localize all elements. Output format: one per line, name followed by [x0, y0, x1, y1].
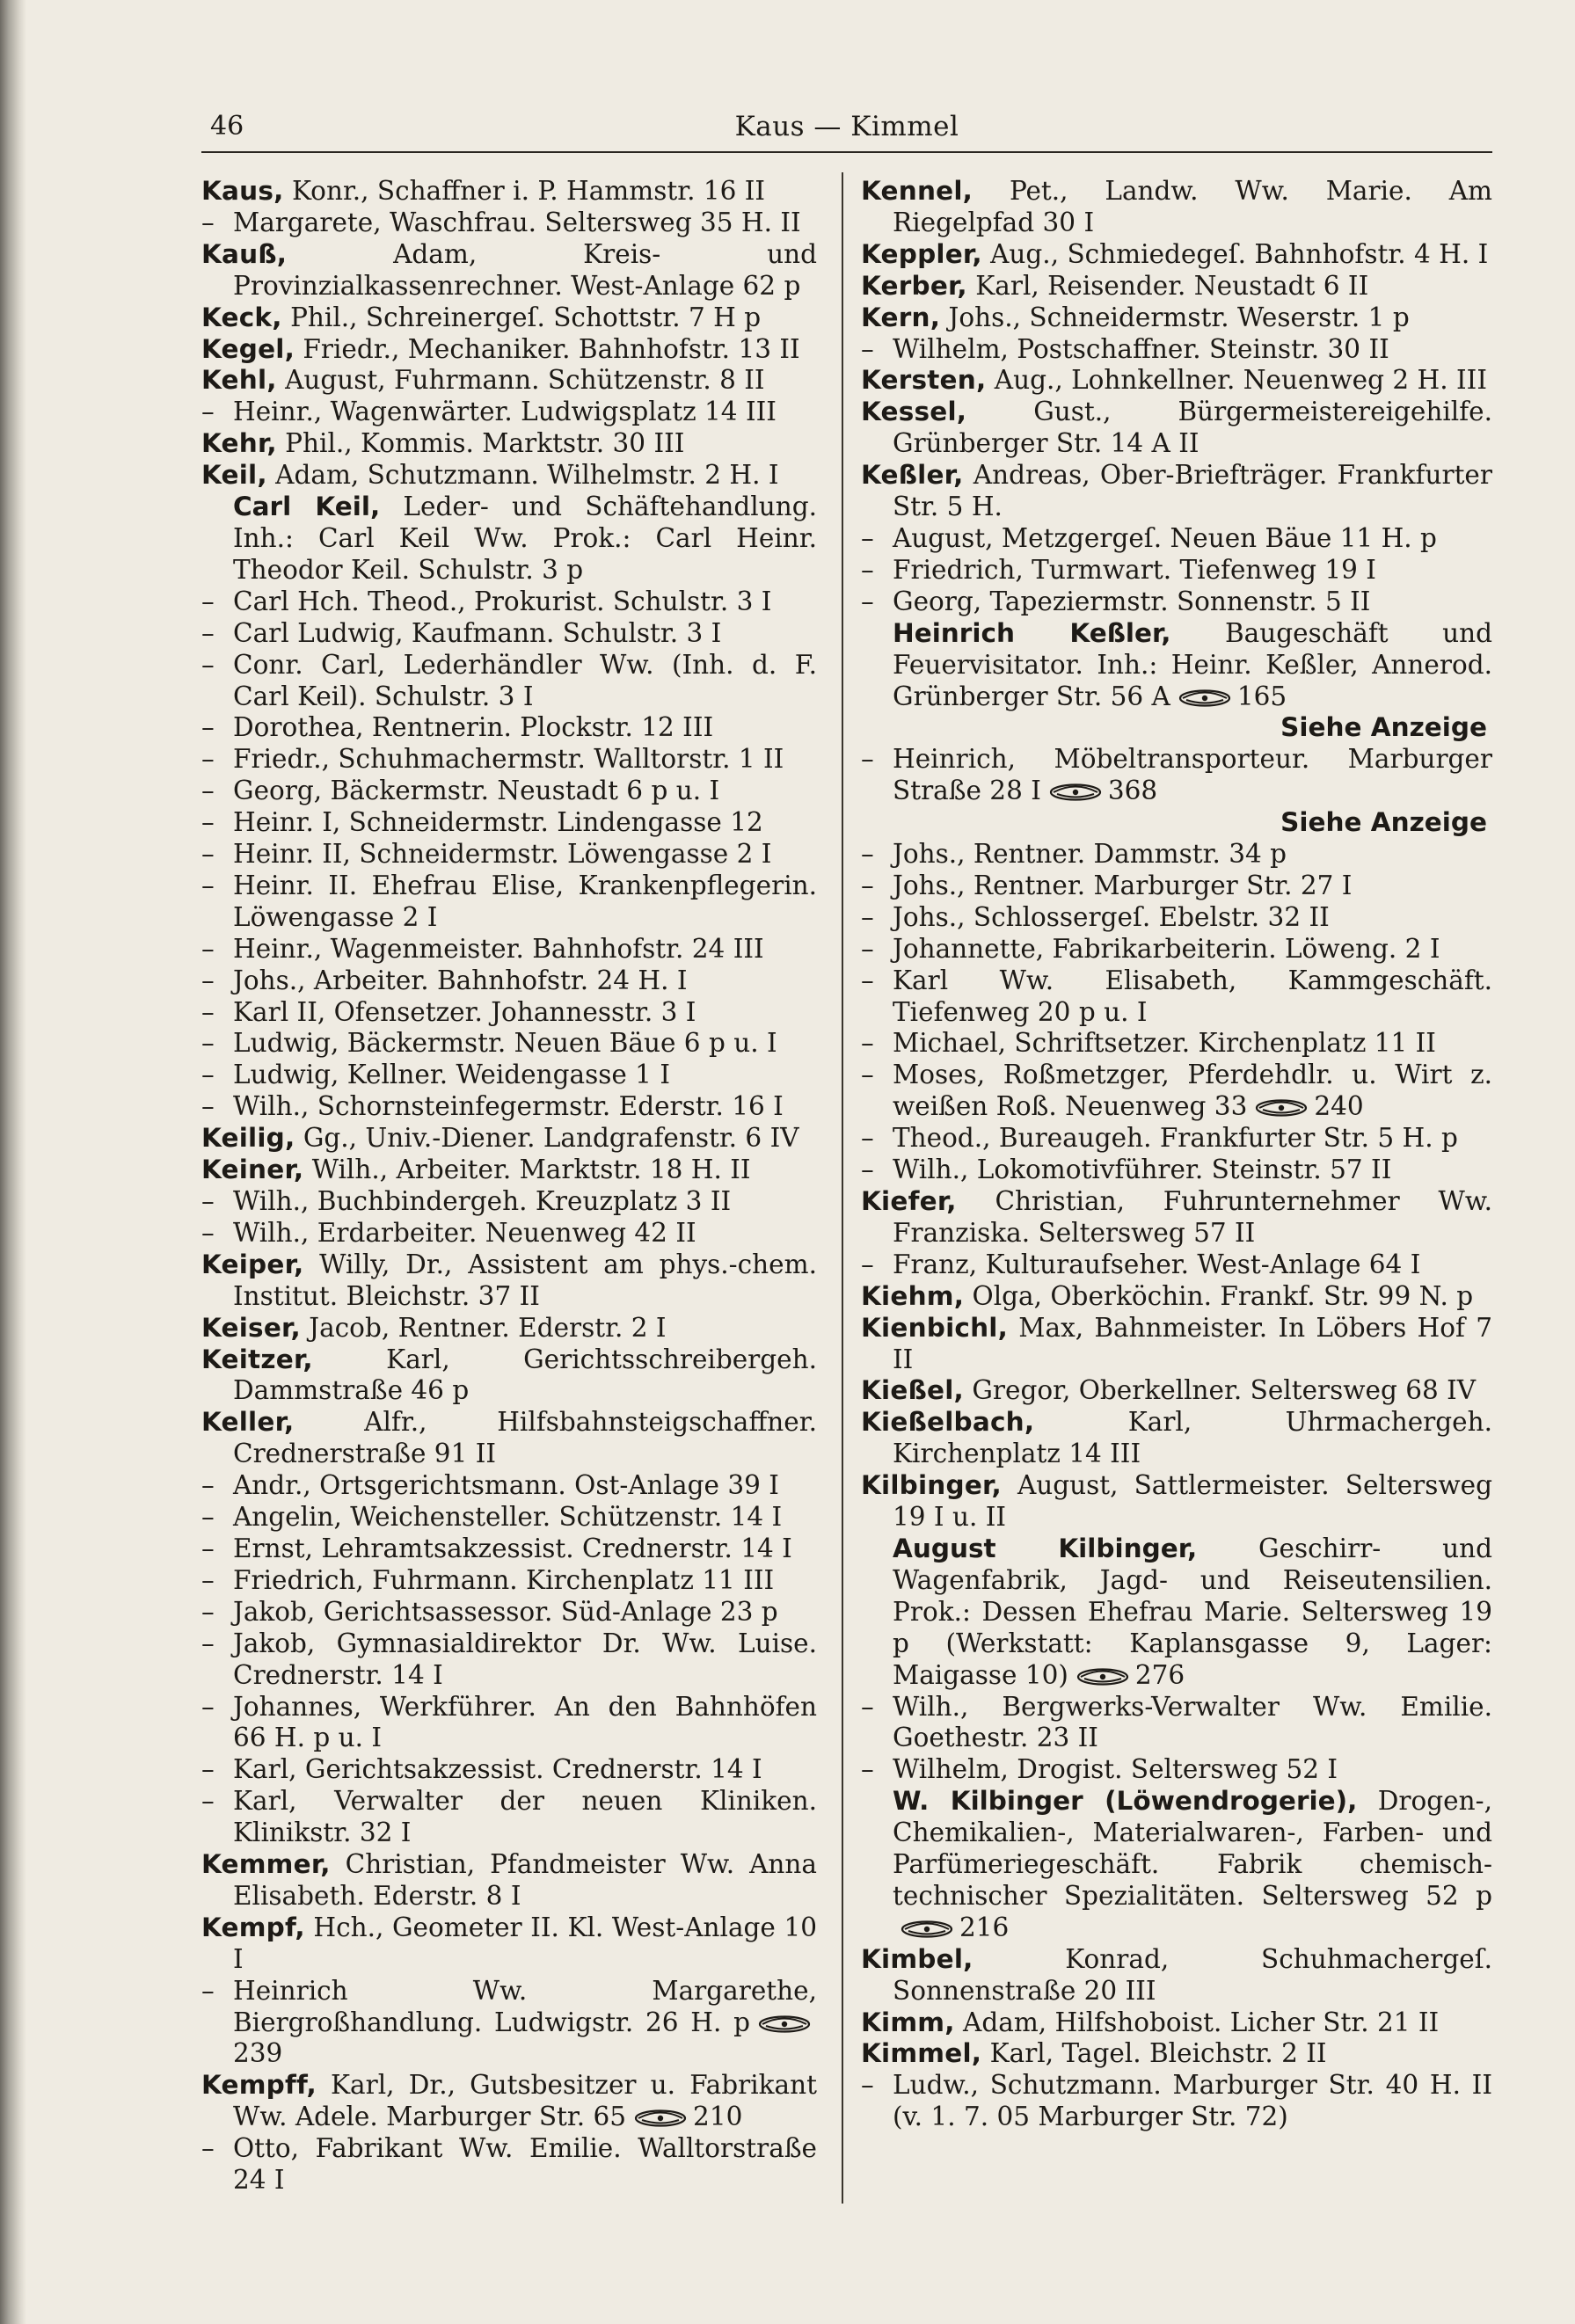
directory-entry	[201, 365, 817, 397]
see-advertisement-note: Siehe Anzeige	[1280, 712, 1487, 743]
entry-surname: Kehl,	[201, 365, 277, 396]
continuation-dash: –	[201, 712, 215, 743]
phone-number: 165	[1236, 681, 1287, 711]
entry-details: Jakob, Gerichtsassessor. Süd-Anlage 23 p	[233, 1596, 778, 1627]
directory-entry	[861, 2007, 1492, 2039]
directory-entry	[201, 1912, 817, 1976]
directory-entry	[201, 1155, 817, 1186]
entry-details: Andreas, Ober-Briefträger. Frankfurter Str. 5 H.	[893, 460, 1492, 522]
entry-details: Geschirr- und Wagenfabrik, Jagd- und Reiseutensilien. Prok.: Dessen Ehefrau Marie. Seltersweg 19 p (Werkstatt: Kaplansgasse 9, Lager: Maigasse 10)	[893, 1533, 1492, 1690]
entry-details: Johannette, Fabrikarbeiterin. Löweng. 2 I	[893, 933, 1440, 964]
entry-surname: Kemmer,	[201, 1849, 331, 1880]
entry-details: Friedr., Schuhmachermstr. Walltorstr. 1 II	[233, 744, 784, 775]
entry-details: Leder- und Schäftehandlung. Inh.: Carl Keil Ww. Prok.: Carl Heinr. Theodor Keil. Schulstr. 3 p	[233, 492, 817, 585]
entry-details: Theod., Bureaugeh. Frankfurter Str. 5 H. p	[893, 1123, 1458, 1154]
entry-details: Ludw., Schutzmann. Marburger Str. 40 H. II (v. 1. 7. 05 Marburger Str. 72)	[893, 2070, 1492, 2132]
continuation-dash: –	[861, 1155, 874, 1185]
entry-details: Angelin, Weichensteller. Schützenstr. 14 I	[233, 1502, 783, 1533]
running-head: Kaus — Kimmel	[734, 111, 959, 142]
entry-surname: Keßler,	[861, 460, 964, 491]
continuation-dash: –	[861, 554, 874, 585]
column-divider	[842, 172, 843, 2204]
entry-details: Johs., Arbeiter. Bahnhofstr. 24 H. I	[233, 965, 688, 995]
directory-entry	[201, 1028, 817, 1060]
continuation-dash: –	[201, 2133, 215, 2164]
continuation-dash: –	[201, 776, 215, 806]
directory-entry	[861, 271, 1492, 302]
firm-name: W. Kilbinger (Löwendrogerie),	[893, 1786, 1358, 1817]
continuation-dash: –	[201, 397, 215, 427]
directory-entry	[861, 1534, 1492, 1692]
directory-entry	[201, 1534, 817, 1565]
entry-details: Wilh., Lokomotivführer. Steinstr. 57 II	[893, 1155, 1392, 1185]
entry-details: Wilh., Erdarbeiter. Neuenweg 42 II	[233, 1217, 696, 1248]
directory-entry	[201, 1786, 817, 1849]
see-advertisement-note: Siehe Anzeige	[1280, 807, 1487, 838]
continuation-dash: –	[201, 933, 215, 964]
entry-details: Johs., Rentner. Marburger Str. 27 I	[893, 870, 1353, 900]
entry-details: Christian, Fuhrunternehmer Ww. Franziska. Seltersweg 57 II	[893, 1186, 1492, 1248]
firm-name: Carl Keil,	[233, 492, 381, 522]
continuation-dash: –	[201, 870, 215, 900]
entry-details: Moses, Roßmetzger, Pferdehdlr. u. Wirt z. weißen Roß. Neuenweg 33	[893, 1060, 1492, 1122]
page-number: 46	[210, 111, 244, 142]
continuation-dash: –	[861, 965, 874, 995]
entry-details: Friedrich, Fuhrmann. Kirchenplatz 11 III	[233, 1564, 775, 1595]
entry-details: Karl, Tagel. Bleichstr. 2 II	[989, 2038, 1327, 2069]
page-header	[201, 98, 1492, 153]
entry-details: Heinrich, Möbeltransporteur. Marburger Straße 28 I	[893, 744, 1492, 806]
directory-entry	[861, 1123, 1492, 1155]
entry-details: Karl, Reisender. Neustadt 6 II	[975, 270, 1369, 301]
entry-surname: Keppler,	[861, 238, 982, 269]
continuation-dash: –	[861, 1028, 874, 1059]
entry-details: Hch., Geometer II. Kl. West-Anlage 10 I	[233, 1912, 817, 1974]
continuation-dash: –	[201, 207, 215, 237]
directory-entry	[201, 1123, 817, 1155]
phone-number: 276	[1134, 1659, 1185, 1690]
directory-entry	[861, 2070, 1492, 2133]
continuation-dash: –	[861, 1691, 874, 1722]
entry-details: Johannes, Werkführer. An den Bahnhöfen 66 H. p u. I	[233, 1691, 817, 1753]
continuation-dash: –	[201, 586, 215, 616]
directory-entry	[201, 712, 817, 744]
telephone-icon	[1048, 783, 1103, 802]
continuation-dash: –	[201, 1186, 215, 1216]
directory-entry	[201, 460, 817, 492]
directory-entry	[201, 839, 817, 871]
entry-details: Karl II, Ofensetzer. Johannesstr. 3 I	[233, 996, 696, 1027]
directory-entry	[861, 365, 1492, 397]
entry-surname: Kersten,	[861, 365, 987, 396]
directory-entry	[861, 965, 1492, 1029]
directory-entry	[861, 744, 1492, 807]
directory-entry	[201, 1976, 817, 2071]
entry-surname: Kilbinger,	[861, 1470, 1002, 1501]
entry-details: Andr., Ortsgerichtsmann. Ost-Anlage 39 I	[233, 1470, 779, 1501]
directory-entry	[861, 460, 1492, 523]
directory-entry	[201, 1470, 817, 1502]
continuation-dash: –	[861, 522, 874, 553]
continuation-dash: –	[861, 870, 874, 900]
continuation-dash: –	[861, 744, 874, 775]
directory-entry	[861, 1692, 1492, 1755]
entry-details: Wilh., Schornsteinfegermstr. Ederstr. 16 I	[233, 1091, 784, 1122]
continuation-dash: –	[861, 839, 874, 870]
directory-entry	[201, 1849, 817, 1912]
continuation-dash: –	[201, 1975, 215, 2006]
entry-details: Wilhelm, Drogist. Seltersweg 52 I	[893, 1754, 1338, 1785]
entry-details: Michael, Schriftsetzer. Kirchenplatz 11 II	[893, 1028, 1436, 1059]
entry-surname: Kaus,	[201, 176, 284, 206]
continuation-dash: –	[861, 333, 874, 364]
directory-entry	[861, 1281, 1492, 1313]
entry-details: Johs., Schneidermstr. Weserstr. 1 p	[948, 302, 1410, 332]
continuation-dash: –	[201, 1217, 215, 1248]
directory-entry	[201, 1692, 817, 1755]
entry-surname: Kimbel,	[861, 1943, 973, 1974]
directory-entry	[201, 965, 817, 997]
entry-details: Jakob, Gymnasialdirektor Dr. Ww. Luise. Crednerstr. 14 I	[233, 1628, 817, 1690]
entry-details: Wilh., Buchbindergeh. Kreuzplatz 3 II	[233, 1186, 732, 1216]
telephone-icon	[900, 1920, 954, 1939]
entry-surname: Kempf,	[201, 1912, 305, 1942]
entry-surname: Kegel,	[201, 333, 295, 364]
continuation-dash: –	[201, 1470, 215, 1501]
directory-entry	[201, 586, 817, 618]
entry-details: Konrad, Schuhmachergeſ. Sonnenstraße 20 III	[893, 1943, 1492, 2006]
directory-entry	[201, 1597, 817, 1628]
directory-entry	[201, 1313, 817, 1344]
directory-entry	[861, 176, 1492, 239]
directory-entry	[201, 934, 817, 965]
entry-details: Gust., Bürgermeistereigehilfe. Grünberger Str. 14 A II	[893, 397, 1492, 459]
entry-surname: Keilig,	[201, 1123, 295, 1154]
continuation-dash: –	[201, 744, 215, 775]
continuation-dash: –	[201, 1502, 215, 1533]
entry-details: Johs., Schlossergeſ. Ebelstr. 32 II	[893, 901, 1330, 932]
entry-details: August, Sattlermeister. Seltersweg 19 I u. II	[893, 1470, 1492, 1533]
entry-details: Ernst, Lehramtsakzessist. Crednerstr. 14 I	[233, 1533, 792, 1563]
entry-details: Heinr., Wagenmeister. Bahnhofstr. 24 III	[233, 933, 764, 964]
directory-entry	[861, 1407, 1492, 1470]
entry-surname: Kiehm,	[861, 1280, 965, 1311]
entry-details: Willy, Dr., Assistent am phys.-chem. Institut. Bleichstr. 37 II	[233, 1249, 817, 1311]
entry-details: Aug., Schmiedegeſ. Bahnhofstr. 4 H. I	[990, 238, 1489, 269]
directory-entry	[861, 871, 1492, 902]
directory-entry	[861, 586, 1492, 618]
directory-entry	[201, 1565, 817, 1597]
continuation-dash: –	[201, 1060, 215, 1090]
continuation-dash: –	[201, 1028, 215, 1059]
directory-entry	[861, 1313, 1492, 1376]
directory-entry	[861, 1028, 1492, 1060]
entry-surname: Kienbichl,	[861, 1312, 1009, 1343]
continuation-dash: –	[861, 901, 874, 932]
entry-details: Jacob, Rentner. Ederstr. 2 I	[309, 1312, 667, 1343]
entry-details: Wilh., Arbeiter. Marktstr. 18 H. II	[311, 1155, 751, 1185]
continuation-dash: –	[861, 933, 874, 964]
entry-details: Margarete, Waschfrau. Seltersweg 35 H. II	[233, 207, 801, 237]
telephone-icon	[1076, 1667, 1130, 1687]
entry-details: Heinr. II, Schneidermstr. Löwengasse 2 I	[233, 839, 772, 870]
directory-entry	[201, 1754, 817, 1786]
continuation-dash: –	[201, 965, 215, 995]
entry-details: Ludwig, Bäckermstr. Neuen Bäue 6 p u. I	[233, 1028, 777, 1059]
entry-details: Georg, Bäckermstr. Neustadt 6 p u. I	[233, 776, 720, 806]
telephone-icon	[757, 2014, 812, 2034]
directory-entry	[201, 807, 817, 839]
directory-entry	[861, 1186, 1492, 1249]
directory-entry	[861, 555, 1492, 586]
directory-entry	[861, 1060, 1492, 1123]
telephone-icon	[633, 2109, 688, 2128]
entry-details: Conr. Carl, Lederhändler Ww. (Inh. d. F. Carl Keil). Schulstr. 3 I	[233, 649, 817, 711]
continuation-dash: –	[201, 1533, 215, 1563]
phone-number: 216	[959, 1912, 1010, 1942]
directory-entry	[861, 1470, 1492, 1534]
phone-number: 210	[693, 2102, 743, 2132]
entry-surname: Kießelbach,	[861, 1407, 1035, 1438]
entry-surname: Keiser,	[201, 1312, 301, 1343]
entry-details: Franz, Kulturaufseher. West-Anlage 64 I	[893, 1249, 1421, 1279]
directory-entry	[201, 997, 817, 1029]
entry-details: Pet., Landw. Ww. Marie. Am Riegelpfad 30 I	[893, 176, 1492, 237]
entry-details: Wilh., Bergwerks-Verwalter Ww. Emilie. Goethestr. 23 II	[893, 1691, 1492, 1753]
continuation-dash: –	[201, 1691, 215, 1722]
entry-details: Karl, Dr., Gutsbesitzer u. Fabrikant Ww. Adele. Marburger Str. 65	[233, 2070, 817, 2132]
entry-details: Friedrich, Turmwart. Tiefenweg 19 I	[893, 554, 1376, 585]
entry-details: Aug., Lohnkellner. Neuenweg 2 H. III	[994, 365, 1487, 396]
entry-details: Heinrich Ww. Margarethe, Biergroßhandlung. Ludwigstr. 26 H. p	[233, 1975, 817, 2037]
continuation-dash: –	[201, 1596, 215, 1627]
entry-details: Konr., Schaffner i. P. Hammstr. 16 II	[291, 176, 766, 206]
entry-details: Baugeschäft und Feuervisitator. Inh.: Heinr. Keßler, Annerod. Grünberger Str. 56 A	[893, 617, 1492, 711]
directory-entry	[201, 1249, 817, 1313]
entry-surname: Kerber,	[861, 270, 967, 301]
continuation-dash: –	[201, 1628, 215, 1658]
entry-details: Dorothea, Rentnerin. Plockstr. 12 III	[233, 712, 714, 743]
entry-surname: Keiper,	[201, 1249, 304, 1279]
directory-entry	[201, 2133, 817, 2197]
directory-entry	[201, 239, 817, 302]
directory-entry	[861, 334, 1492, 366]
entry-details: August, Metzgergeſ. Neuen Bäue 11 H. p	[893, 522, 1437, 553]
firm-name: August Kilbinger,	[893, 1533, 1198, 1563]
entry-details: Friedr., Mechaniker. Bahnhofstr. 13 II	[303, 333, 800, 364]
entry-details: Adam, Schutzmann. Wilhelmstr. 2 H. I	[275, 460, 779, 491]
continuation-dash: –	[861, 1754, 874, 1785]
directory-entry	[201, 302, 817, 334]
directory-entry	[201, 1218, 817, 1249]
continuation-dash: –	[861, 1249, 874, 1279]
entry-details: Karl, Verwalter der neuen Kliniken. Klinikstr. 32 I	[233, 1786, 817, 1848]
directory-entry	[861, 1155, 1492, 1186]
directory-entry	[201, 334, 817, 366]
directory-entry	[861, 1944, 1492, 2007]
directory-entry	[201, 871, 817, 934]
directory-entry	[861, 902, 1492, 934]
entry-surname: Keck,	[201, 302, 282, 332]
directory-entry	[201, 397, 817, 428]
continuation-dash: –	[201, 807, 215, 838]
entry-details: Otto, Fabrikant Ww. Emilie. Walltorstraße 24 I	[233, 2133, 817, 2196]
entry-details: Gg., Univ.-Diener. Landgrafenstr. 6 IV	[303, 1123, 799, 1154]
entry-details: Wilhelm, Postschaffner. Steinstr. 30 II	[893, 333, 1389, 364]
directory-entry	[201, 1407, 817, 1470]
entry-details: Alfr., Hilfsbahnsteigschaffner. Crednerstraße 91 II	[233, 1407, 817, 1469]
firm-name: Heinrich Keßler,	[893, 617, 1171, 648]
left-column	[201, 176, 817, 2197]
continuation-dash: –	[201, 1786, 215, 1817]
continuation-dash: –	[201, 839, 215, 870]
entry-surname: Kauß,	[201, 238, 288, 269]
continuation-dash: –	[201, 617, 215, 648]
entry-details: Max, Bahnmeister. In Löbers Hof 7 II	[893, 1312, 1492, 1374]
entry-details: Olga, Oberköchin. Frankf. Str. 99 N. p	[972, 1280, 1474, 1311]
continuation-dash: –	[201, 1564, 215, 1595]
continuation-dash: –	[201, 1754, 215, 1785]
entry-surname: Kimm,	[861, 2007, 955, 2037]
directory-entry	[201, 208, 817, 239]
entry-details: Gregor, Oberkellner. Seltersweg 68 IV	[972, 1375, 1477, 1406]
entry-details: Carl Ludwig, Kaufmann. Schulstr. 3 I	[233, 617, 722, 648]
entry-details: Carl Hch. Theod., Prokurist. Schulstr. 3 I	[233, 586, 772, 616]
continuation-dash: –	[861, 1060, 874, 1090]
directory-entry	[861, 1786, 1492, 1944]
phone-number: 239	[233, 2038, 283, 2069]
directory-entry	[861, 397, 1492, 460]
entry-details: Heinr. I, Schneidermstr. Lindengasse 12	[233, 807, 763, 838]
entry-details: Georg, Tapeziermstr. Sonnenstr. 5 II	[893, 586, 1371, 616]
directory-entry	[861, 302, 1492, 334]
continuation-dash: –	[861, 586, 874, 616]
continuation-dash: –	[201, 649, 215, 680]
directory-entry	[201, 1344, 817, 1408]
entry-details: Drogen-, Chemikalien-, Materialwaren-, Farben- und Parfümeriegeschäft. Fabrik chemisch-technischer Spezialitäten. Seltersweg 52 p	[893, 1786, 1492, 1911]
entry-surname: Kessel,	[861, 397, 967, 427]
directory-entry	[861, 1375, 1492, 1407]
entry-surname: Kimmel,	[861, 2038, 982, 2069]
continuation-dash: –	[861, 1123, 874, 1154]
directory-entry	[861, 239, 1492, 271]
entry-surname: Kennel,	[861, 176, 973, 206]
directory-entry	[861, 523, 1492, 555]
entry-details: Heinr., Wagenwärter. Ludwigsplatz 14 III	[233, 397, 777, 427]
directory-entry	[201, 744, 817, 776]
directory-entry	[201, 776, 817, 807]
book-gutter-shadow	[0, 0, 26, 2324]
directory-entry	[861, 618, 1492, 713]
entry-details: Karl Ww. Elisabeth, Kammgeschäft. Tiefenweg 20 p u. I	[893, 965, 1492, 1027]
directory-entry	[201, 1628, 817, 1692]
directory-entry	[861, 934, 1492, 965]
entry-details: Ludwig, Kellner. Weidengasse 1 I	[233, 1060, 670, 1090]
continuation-dash: –	[201, 996, 215, 1027]
directory-entry	[201, 650, 817, 713]
directory-page	[201, 98, 1492, 2288]
entry-surname: Keiner,	[201, 1155, 304, 1185]
directory-entry	[201, 2070, 817, 2133]
continuation-dash: –	[201, 1091, 215, 1122]
directory-entry	[201, 1502, 817, 1534]
directory-entry	[201, 492, 817, 586]
entry-surname: Kempff,	[201, 2070, 317, 2101]
directory-entry	[861, 1249, 1492, 1281]
entry-details: Karl, Uhrmachergeh. Kirchenplatz 14 III	[893, 1407, 1492, 1469]
entry-details: Heinr. II. Ehefrau Elise, Krankenpflegerin. Löwengasse 2 I	[233, 870, 817, 932]
telephone-icon	[1254, 1098, 1309, 1118]
directory-entry	[861, 1754, 1492, 1786]
entry-details: Karl, Gerichtsakzessist. Crednerstr. 14 I	[233, 1754, 762, 1785]
directory-entry	[201, 176, 817, 208]
entry-details: Phil., Kommis. Marktstr. 30 III	[285, 428, 685, 459]
directory-entry	[201, 1186, 817, 1218]
entry-details: Adam, Kreis- und Provinzialkassenrechner. West-Anlage 62 p	[233, 238, 817, 301]
entry-details: Christian, Pfandmeister Ww. Anna Elisabeth. Ederstr. 8 I	[233, 1849, 817, 1911]
continuation-dash: –	[861, 2070, 874, 2101]
telephone-icon	[1178, 688, 1232, 708]
directory-entry	[201, 618, 817, 650]
entry-details: Karl, Gerichtsschreibergeh. Dammstraße 46 p	[233, 1344, 817, 1406]
entry-details: Phil., Schreinergeſ. Schottstr. 7 H p	[290, 302, 762, 332]
entry-surname: Kehr,	[201, 428, 277, 459]
entry-surname: Kiefer,	[861, 1186, 957, 1216]
directory-entry	[201, 428, 817, 460]
phone-number: 368	[1107, 776, 1158, 806]
entry-surname: Keil,	[201, 460, 267, 491]
entry-surname: Kießel,	[861, 1375, 964, 1406]
entry-surname: Keller,	[201, 1407, 295, 1438]
entry-details: August, Fuhrmann. Schützenstr. 8 II	[285, 365, 765, 396]
directory-entry	[201, 1091, 817, 1123]
entry-details: Adam, Hilfshoboist. Licher Str. 21 II	[963, 2007, 1440, 2037]
directory-entry	[861, 2038, 1492, 2070]
entry-details: Johs., Rentner. Dammstr. 34 p	[893, 839, 1287, 870]
entry-surname: Kern,	[861, 302, 941, 332]
entry-surname: Keitzer,	[201, 1344, 313, 1374]
directory-entry	[861, 839, 1492, 871]
directory-entry	[201, 1060, 817, 1091]
phone-number: 240	[1314, 1091, 1364, 1122]
right-column	[861, 176, 1492, 2133]
